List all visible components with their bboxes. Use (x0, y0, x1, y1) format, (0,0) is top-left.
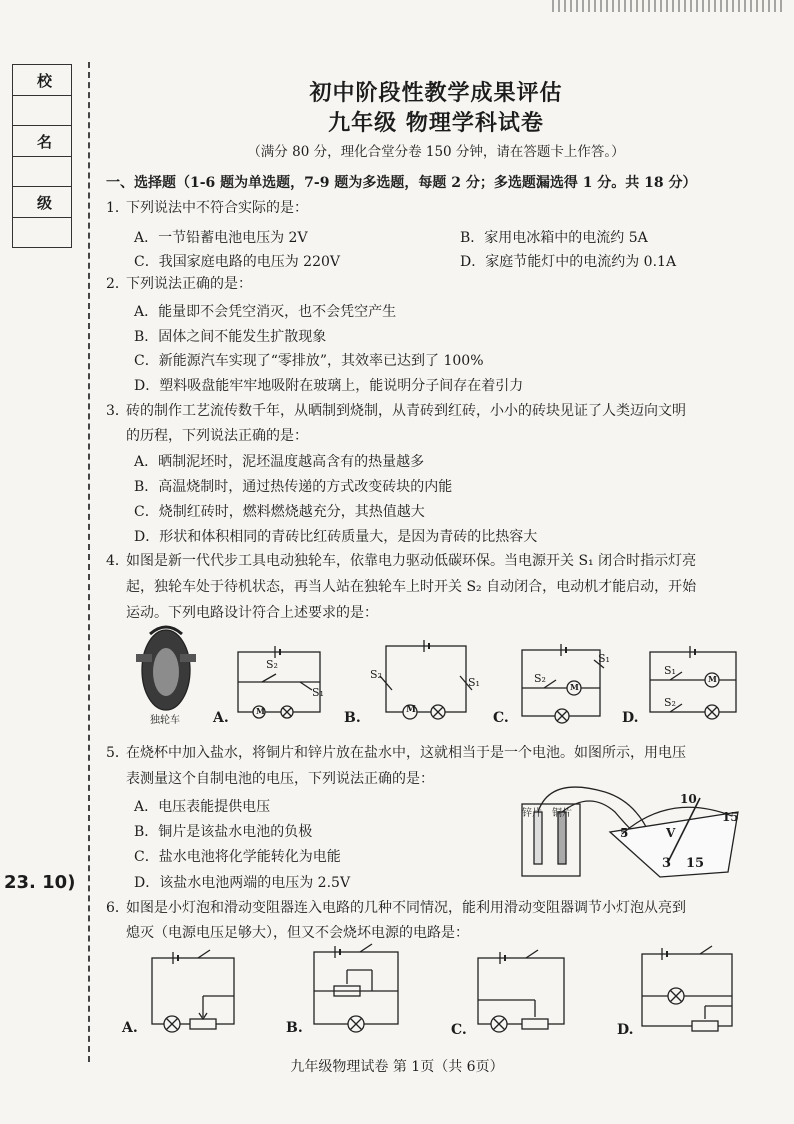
q3-option-b[interactable]: B．高温烧制时，通过热传递的方式改变砖块的内能 (134, 479, 453, 495)
copper-label: 铜片 (552, 808, 572, 819)
q4d-s2-label: S₂ (664, 696, 676, 709)
q1-option-b[interactable]: B．家用电冰箱中的电流约 5A (460, 230, 648, 246)
q4c-s1-label: S₁ (598, 652, 610, 665)
q5-option-d[interactable]: D．该盐水电池两端的电压为 2.5V (134, 875, 351, 891)
q6-choice-d[interactable]: D. (617, 1022, 634, 1038)
q5-option-c[interactable]: C．盐水电池将化学能转化为电能 (134, 849, 341, 865)
margin-date-fragment: 23. 10) (4, 872, 76, 893)
q6-choice-c[interactable]: C. (451, 1022, 467, 1038)
question-6-stem-line2: 熄灭（电源电压足够大），但又不会烧坏电源的电路是： (126, 925, 469, 941)
q6-circuit-a (152, 950, 234, 1032)
q2-option-a[interactable]: A．能量即不会凭空消灭，也不会凭空产生 (134, 304, 397, 320)
q4a-s2-label: S₂ (266, 658, 278, 671)
terminal-3: 3 (662, 856, 672, 871)
q1-option-d[interactable]: D．家庭节能灯中的电流约为 0.1A (460, 254, 677, 270)
q4b-motor-label: M (406, 705, 416, 715)
q4b-s2-label: S₂ (370, 668, 382, 681)
question-6-stem-line1: 如图是小灯泡和滑动变阻器连入电路的几种不同情况，能利用滑动变阻器调节小灯泡从亮到 (126, 900, 686, 916)
q5-option-b[interactable]: B．铜片是该盐水电池的负极 (134, 824, 313, 840)
q1-option-a[interactable]: A．一节铅蓄电池电压为 2V (134, 230, 308, 246)
q3-option-c[interactable]: C．烧制红砖时，燃料燃烧越充分，其热值越大 (134, 504, 425, 520)
question-5-stem-line2: 表测量这个自制电池的电压，下列说法正确的是： (126, 771, 434, 787)
question-6: 6．如图是小灯泡和滑动变阻器连入电路的几种不同情况，能利用滑动变阻器调节小灯泡从亮到 (106, 900, 686, 916)
q4d-s1-label: S₁ (664, 664, 676, 677)
exam-note: （满分 80 分，理化合堂分卷 150 分钟，请在答题卡上作答。） (247, 144, 625, 160)
q4-choice-b[interactable]: B. (344, 710, 361, 726)
q4b-s1-label: S₁ (468, 676, 480, 689)
school-label: 校 (37, 72, 53, 90)
meter-symbol: V (666, 826, 676, 840)
question-3-stem-line1: 砖的制作工艺流传数千年，从晒制到烧制，从青砖到红砖，小小的砖块见证了人类迈向文明 (126, 403, 686, 419)
q4c-motor-label: M (570, 682, 579, 692)
q4a-s1-label: S₁ (312, 686, 324, 699)
exam-title: 初中阶段性教学成果评估 (309, 80, 563, 106)
q3-option-d[interactable]: D．形状和体积相同的青砖比红砖质量大，是因为青砖的比热容大 (134, 529, 538, 545)
question-3-stem-line2: 的历程，下列说法正确的是： (126, 428, 308, 444)
question-4-stem-line1: 如图是新一代代步工具电动独轮车，依靠电力驱动低碳环保。当电源开关 S₁ 闭合时指示灯亮 (126, 553, 697, 569)
q4d-motor-label: M (708, 674, 717, 684)
exam-subtitle: 九年级 物理学科试卷 (328, 110, 544, 136)
question-5-stem-line1: 在烧杯中加入盐水，将铜片和锌片放在盐水中，这就相当于是一个电池。如图所示，用电压 (126, 745, 686, 761)
q6-circuit-c (478, 950, 564, 1032)
q2-option-b[interactable]: B．固体之间不能发生扩散现象 (134, 329, 327, 345)
q6-circuit-b (314, 944, 398, 1032)
scale-label-10: 10 (680, 792, 697, 806)
grade-label: 级 (37, 194, 53, 212)
q1-option-c[interactable]: C．我国家庭电路的电压为 220V (134, 254, 340, 270)
question-5: 5．在烧杯中加入盐水，将铜片和锌片放在盐水中，这就相当于是一个电池。如图所示，用电压 (106, 745, 686, 761)
q4-choice-a[interactable]: A. (213, 710, 229, 726)
zinc-label: 锌片 (522, 808, 542, 819)
question-2-stem: 下列说法正确的是： (126, 276, 252, 292)
q2-option-d[interactable]: D．塑料吸盘能牢牢地吸附在玻璃上，能说明分子间存在着引力 (134, 378, 524, 394)
question-2: 2．下列说法正确的是： (106, 276, 252, 292)
q3-option-a[interactable]: A．晒制泥坯时，泥坯温度越高含有的热量越多 (134, 454, 425, 470)
name-label: 名 (37, 133, 53, 151)
scale-label-5: 5 (620, 826, 629, 840)
q6-choice-a[interactable]: A. (122, 1020, 138, 1036)
question-1: 1．下列说法中不符合实际的是： (106, 200, 308, 216)
question-4-stem-line2: 起，独轮车处于待机状态，再当人站在独轮车上时开关 S₂ 自动闭合，电动机才能启动，开始 (126, 579, 697, 595)
question-1-stem: 下列说法中不符合实际的是： (126, 200, 308, 216)
question-3: 3．砖的制作工艺流传数千年，从晒制到烧制，从青砖到红砖，小小的砖块见证了人类迈向文明 (106, 403, 686, 419)
question-4-stem-line3: 运动。下列电路设计符合上述要求的是： (126, 605, 378, 621)
q4-choice-d[interactable]: D. (622, 710, 639, 726)
q4c-s2-label: S₂ (534, 672, 546, 685)
unicycle-caption: 独轮车 (150, 715, 180, 726)
q5-option-a[interactable]: A．电压表能提供电压 (134, 799, 271, 815)
q4-choice-c[interactable]: C. (493, 710, 509, 726)
page-footer: 九年级物理试卷 第 1页（共 6页） (290, 1059, 504, 1075)
terminal-15: 15 (686, 856, 705, 871)
question-4: 4．如图是新一代代步工具电动独轮车，依靠电力驱动低碳环保。当电源开关 S₁ 闭合时指示灯亮 (106, 553, 697, 569)
q6-circuit-d (642, 946, 732, 1031)
scale-label-15: 15 (722, 810, 739, 824)
section-heading: 一、选择题（1-6 题为单选题，7-9 题为多选题，每题 2 分；多选题漏选得 1 分。共 18 分） (106, 175, 697, 191)
q2-option-c[interactable]: C．新能源汽车实现了“零排放”，其效率已达到了 100% (134, 353, 484, 369)
q4a-motor-label: M (256, 706, 265, 716)
q6-choice-b[interactable]: B. (286, 1020, 303, 1036)
